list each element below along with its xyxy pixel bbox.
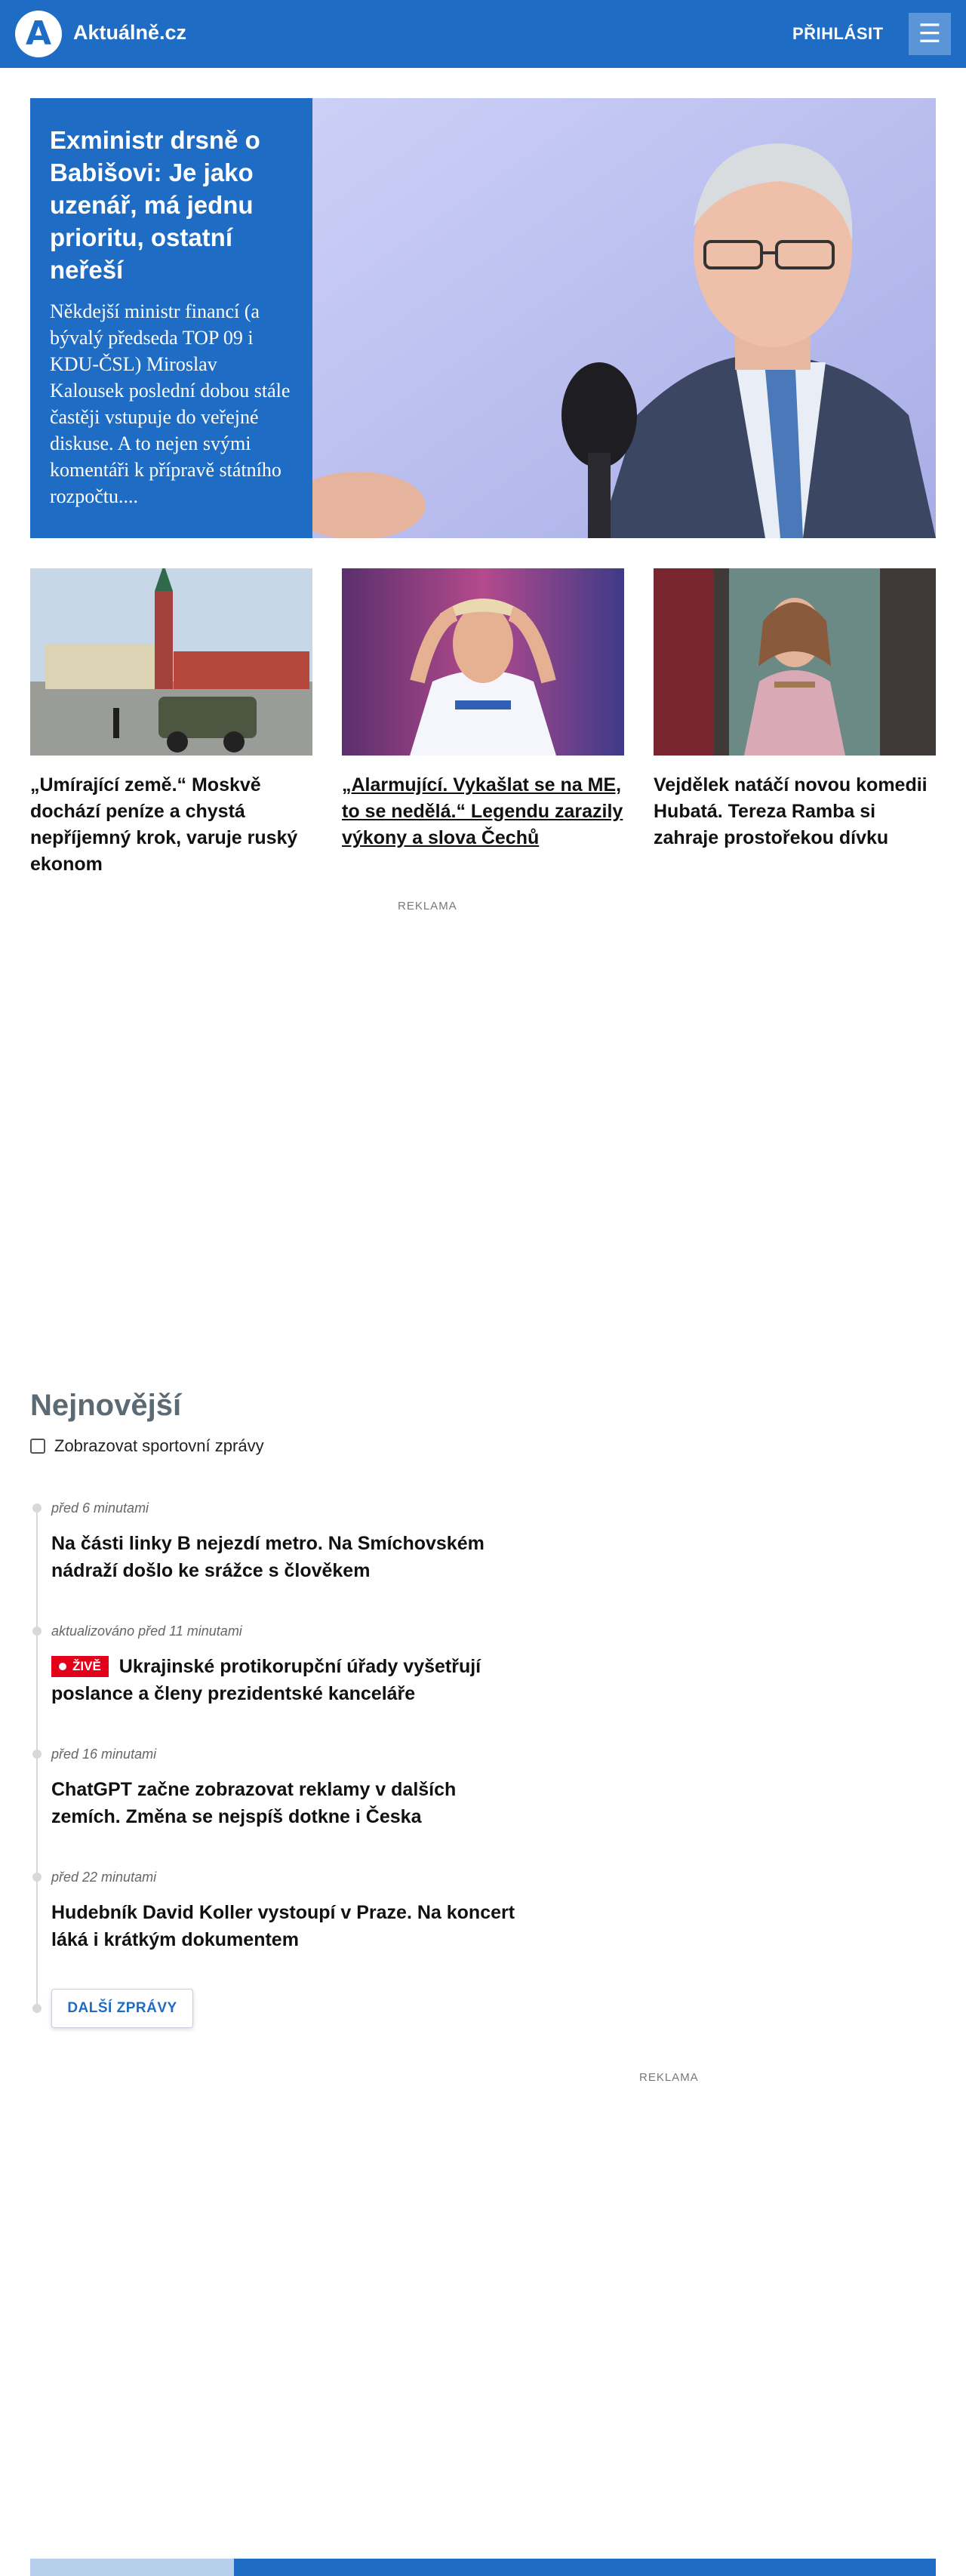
hero-article[interactable] xyxy=(30,98,936,538)
newest-heading: Nejnovější xyxy=(30,1389,182,1422)
article-card[interactable] xyxy=(654,568,936,851)
ad-slot[interactable] xyxy=(30,917,936,1340)
news-item[interactable] xyxy=(51,1747,519,1830)
section-bar xyxy=(234,2559,936,2576)
article-card[interactable] xyxy=(30,568,312,878)
article-image[interactable] xyxy=(30,568,312,756)
article-card[interactable] xyxy=(342,568,624,851)
hero-title[interactable]: Exministr drsně o Babišovi: Je jako uzenář, má jednu prioritu, ostatní neřeší xyxy=(50,126,260,284)
news-item[interactable] xyxy=(51,1623,519,1707)
live-badge xyxy=(51,1656,109,1677)
news-title[interactable]: Na části linky B nejezdí metro. Na Smíchovském nádraží došlo ke srážce s člověkem xyxy=(51,1533,485,1581)
hero-image[interactable] xyxy=(312,98,936,538)
timeline-dot xyxy=(32,1503,42,1513)
news-title[interactable] xyxy=(51,1653,519,1707)
article-image[interactable] xyxy=(654,568,936,756)
sport-checkbox[interactable] xyxy=(30,1439,45,1454)
more-news-button[interactable]: DALŠÍ ZPRÁVY xyxy=(51,1989,193,2028)
article-title[interactable]: „Umírající země.“ Moskvě dochází peníze a chystá nepříjemný krok, varuje ruský ekonom xyxy=(30,774,298,875)
news-time: aktualizováno před 11 minutami xyxy=(51,1623,242,1639)
news-item[interactable] xyxy=(51,1870,519,1953)
login-button[interactable]: PŘIHLÁSIT xyxy=(792,24,884,43)
section-bar-tab xyxy=(30,2559,234,2576)
ad-label: REKLAMA xyxy=(398,900,457,913)
timeline-dot xyxy=(32,2004,42,2013)
menu-button[interactable] xyxy=(909,13,951,55)
athlete-photo-illustration xyxy=(342,568,624,756)
timeline-dot xyxy=(32,1627,42,1636)
site-logo[interactable] xyxy=(15,11,62,57)
article-title[interactable]: „Alarmující. Vykašlat se na ME, to se nedělá.“ Legendu zarazily výkony a slova Čechů xyxy=(342,774,623,848)
timeline-dot xyxy=(32,1873,42,1882)
live-badge-label: ŽIVĚ xyxy=(72,1659,101,1673)
article-image[interactable] xyxy=(342,568,624,756)
site-name[interactable]: Aktuálně.cz xyxy=(73,21,187,44)
logo-letter: A xyxy=(25,14,52,53)
sport-toggle-label[interactable]: Zobrazovat sportovní zprávy xyxy=(54,1436,264,1455)
news-time: před 6 minutami xyxy=(51,1500,149,1516)
sport-news-toggle[interactable] xyxy=(30,1436,264,1456)
hamburger-icon: ☰ xyxy=(918,19,942,49)
site-header xyxy=(0,0,966,68)
ad-slot[interactable] xyxy=(547,2091,936,2536)
hero-perex: Někdejší ministr financí (a bývalý předseda TOP 09 i KDU-ČSL) Miroslav Kalousek poslední dobou stále častěji vstupuje do veřejné diskuse. A to nejen svými komentáři k přípravě státního rozpočtu.... xyxy=(50,300,291,507)
article-title[interactable]: Vejdělek natáčí novou komedii Hubatá. Tereza Ramba si zahraje prostořekou dívku xyxy=(654,774,928,848)
hero-text-panel xyxy=(30,98,312,538)
news-title-text[interactable]: Ukrajinské protikorupční úřady vyšetřují poslance a členy prezidentské kanceláře xyxy=(51,1656,481,1704)
timeline-dot xyxy=(32,1750,42,1759)
news-time: před 22 minutami xyxy=(51,1870,157,1885)
news-item[interactable] xyxy=(51,1500,519,1584)
news-title[interactable]: Hudebník David Koller vystoupí v Praze. Na koncert láká i krátkým dokumentem xyxy=(51,1902,515,1950)
kremlin-photo-illustration xyxy=(30,568,312,756)
live-dot-icon xyxy=(59,1663,66,1670)
hero-photo-illustration xyxy=(312,98,936,538)
actress-photo-illustration xyxy=(654,568,936,756)
news-time: před 16 minutami xyxy=(51,1747,157,1762)
news-title[interactable]: ChatGPT začne zobrazovat reklamy v dalších zemích. Změna se nejspíš dotkne i Česka xyxy=(51,1779,457,1827)
ad-label: REKLAMA xyxy=(639,2071,699,2084)
